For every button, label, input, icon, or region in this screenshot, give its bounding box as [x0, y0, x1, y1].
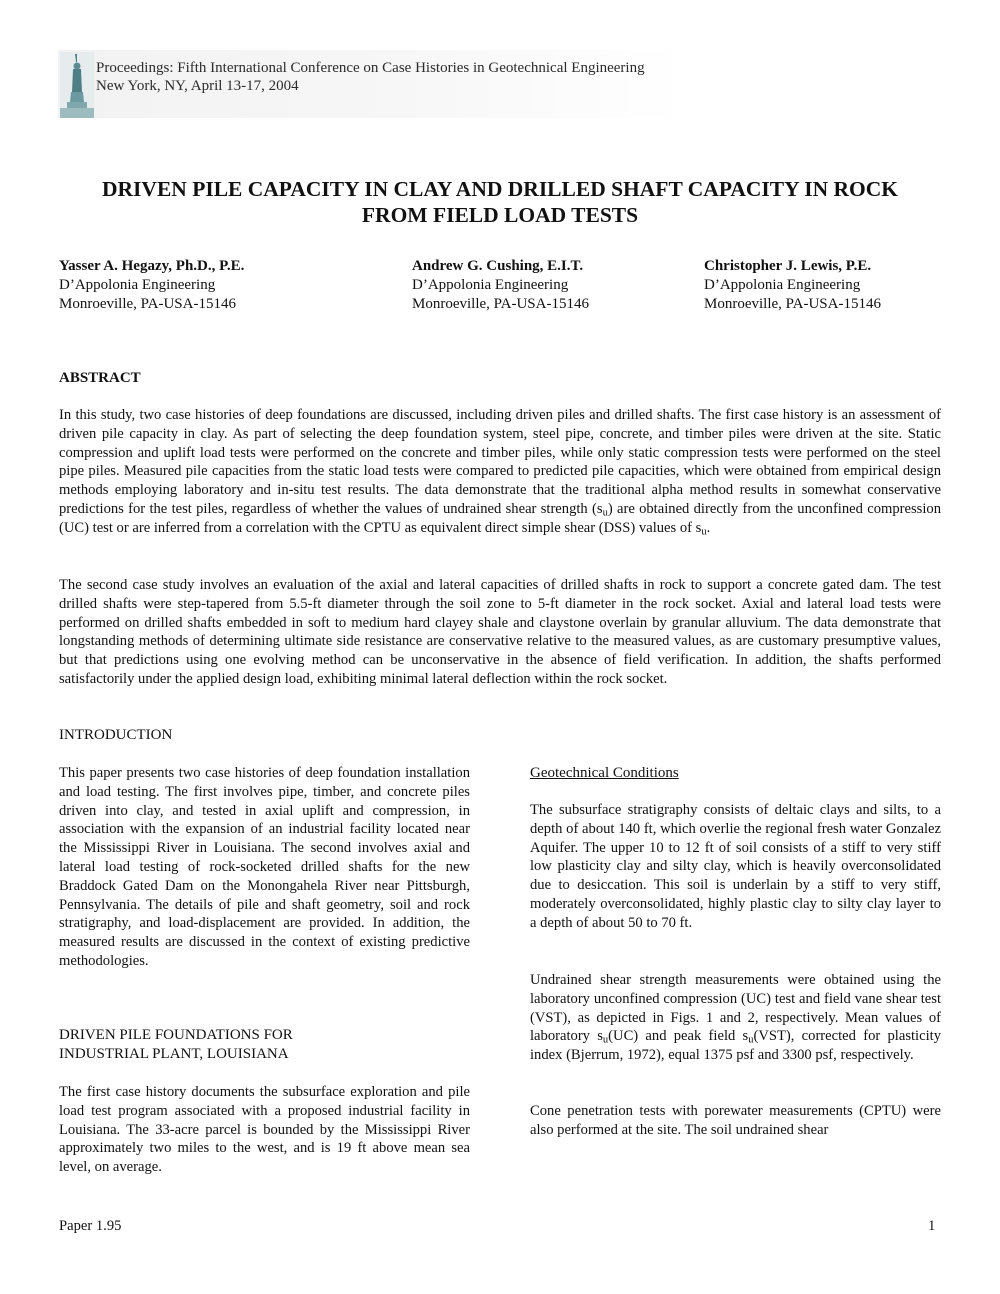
- section-heading-line-2: INDUSTRIAL PLANT, LOUISIANA: [59, 1046, 289, 1062]
- author-block-1: [59, 257, 244, 314]
- abstract-paragraph-1: [59, 406, 941, 538]
- paragraph-text: (UC) and peak field s: [608, 1028, 749, 1045]
- paper-title: [50, 176, 950, 228]
- author-location: Monroeville, PA-USA-15146: [704, 296, 881, 312]
- subscript: u: [602, 507, 608, 519]
- abstract-heading: ABSTRACT: [59, 370, 141, 386]
- author-location: Monroeville, PA-USA-15146: [412, 296, 589, 312]
- paper-number: Paper 1.95: [59, 1218, 122, 1234]
- subscript: u: [701, 526, 707, 538]
- paragraph-text: (VST), corrected for plasticity index (Bjerrum, 1972), equal 1375 psf and 3300 psf, respectively.: [530, 1028, 941, 1064]
- paper-title-line-1: DRIVEN PILE CAPACITY IN CLAY AND DRILLED SHAFT CAPACITY IN ROCK: [102, 177, 898, 201]
- abstract-text: ) are obtained directly from the unconfined compression (UC) test or are inferred from a correlation with the CPTU as equivalent direct simple shear (DSS) values of s: [59, 500, 941, 536]
- geotechnical-paragraph-2: [530, 971, 941, 1065]
- geotechnical-paragraph-1: The subsurface stratigraphy consists of deltaic clays and silts, to a depth of about 140 ft, which overlie the regional fresh water Gonzalez Aquifer. The upper 10 to 12 ft of soil consists of a stiff to very stiff low plasticity clay and silty clay, which is heavily overconsolidated due to desiccation. This soil is underlain by a stiff to very stiff, moderately overconsolidated, highly plastic clay to silty clay layer to a depth of about 50 to 70 ft.: [530, 802, 941, 931]
- introduction-paragraph: This paper presents two case histories of deep foundation installation and load testing. The first involves pipe, timber, and concrete piles driven into clay, and tested in axial uplift and compression, in association with the expansion of an industrial facility located near the Mississippi River in Louisiana. The second involves axial and lateral load testing of rock-socketed drilled shafts for the new Braddock Gated Dam on the Monongahela River near Pittsburgh, Pennsylvania. The details of pile and shaft geometry, soil and rock stratigraphy, and load-displacement are provided. In addition, the measured results are discussed in the context of existing predictive methodologies.: [59, 765, 470, 969]
- author-affiliation: D’Appolonia Engineering: [704, 277, 861, 293]
- author-name: Andrew G. Cushing, E.I.T.: [412, 258, 584, 274]
- abstract-paragraph-2: The second case study involves an evaluation of the axial and lateral capacities of drilled shafts in rock to support a concrete gated dam. The test drilled shafts were step-tapered from 5.5-ft diameter through the soil zone to 5-ft diameter in the rock socket. Axial and lateral load tests were performed on drilled shafts embedded in soft to medium hard clayey shale and claystone overlain by granular alluvium. The data demonstrate that longstanding methods of determining ultimate side resistance are conservative relative to the measured values, as are customary presumptive values, but that predictions using one evolving method can be unconservative in the absence of field verification. In addition, the shafts performed satisfactorily under the applied design load, exhibiting minimal lateral deflection within the rock socket.: [59, 577, 941, 687]
- abstract-text: .: [706, 519, 711, 536]
- paragraph-text: Undrained shear strength measurements were obtained using the laboratory unconfined compression (UC) test and field vane shear test (VST), as depicted in Figs. 1 and 2, respectively. Mean values of laboratory s: [530, 972, 941, 1045]
- author-name: Yasser A. Hegazy, Ph.D., P.E.: [59, 258, 245, 274]
- abstract-text: In this study, two case histories of deep foundations are discussed, including driven piles and drilled shafts. The first case history is an assessment of driven pile capacity in clay. As part of selecting the deep foundation system, steel pipe, concrete, and timber piles were driven at the site. Static compression and uplift load tests were performed on the concrete and timber piles, while only static compression tests were performed on the steel pipe piles. Measured pile capacities from the static load tests were compared to predicted pile capacities, which were obtained from empirical design methods employing laboratory and in-situ test results. The data demonstrate that the traditional alpha method results in somewhat conservative predictions for the test piles, regardless of whether the values of undrained shear strength (s: [59, 407, 941, 517]
- geotechnical-paragraph-3: Cone penetration tests with porewater measurements (CPTU) were also performed at the site. The soil undrained shear: [530, 1103, 941, 1138]
- introduction-heading: INTRODUCTION: [59, 727, 173, 743]
- conference-location-date: New York, NY, April 13-17, 2004: [96, 78, 299, 94]
- subscript: u: [602, 1035, 609, 1047]
- driven-piles-paragraph: The first case history documents the subsurface exploration and pile load test program associated with a proposed industrial facility in Louisiana. The 33-acre parcel is bounded by the Mississippi River approximately two miles to the west, and is 19 ft above mean sea level, on average.: [59, 1084, 470, 1176]
- author-affiliation: D’Appolonia Engineering: [412, 277, 569, 293]
- proceedings-title: Proceedings: Fifth International Conference on Case Histories in Geotechnical Engineering: [96, 60, 645, 76]
- author-block-2: [412, 257, 589, 314]
- geotechnical-conditions-heading: Geotechnical Conditions: [530, 765, 679, 781]
- paper-title-line-2: FROM FIELD LOAD TESTS: [361, 203, 639, 227]
- author-location: Monroeville, PA-USA-15146: [59, 296, 236, 312]
- section-heading-driven-piles: [59, 1026, 293, 1064]
- statue-of-liberty-logo: [60, 52, 94, 118]
- section-heading-line-1: DRIVEN PILE FOUNDATIONS FOR: [59, 1027, 293, 1043]
- page-number: 1: [928, 1218, 936, 1234]
- author-affiliation: D’Appolonia Engineering: [59, 277, 216, 293]
- author-name: Christopher J. Lewis, P.E.: [704, 258, 872, 274]
- author-block-3: [704, 257, 881, 314]
- subscript: u: [748, 1035, 754, 1047]
